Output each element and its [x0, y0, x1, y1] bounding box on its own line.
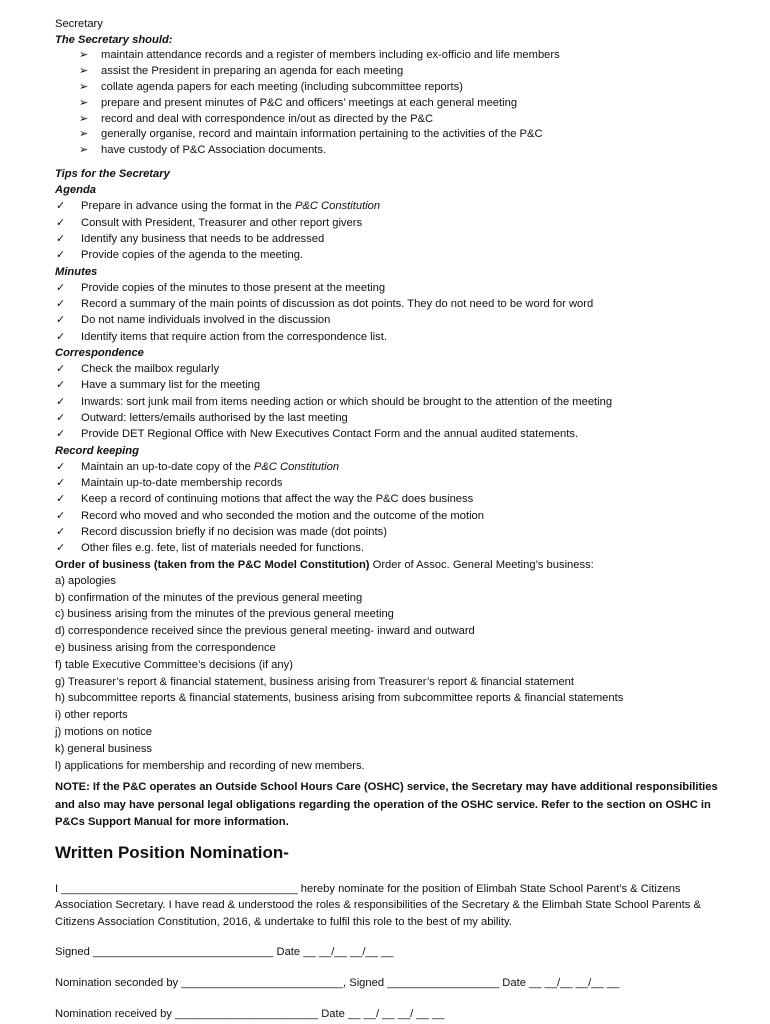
order-of-business-heading: Order of business (taken from the P&C Model Constitution) Order of Assoc. General Meeting’s business:	[55, 558, 594, 571]
checkmark-icon: ✓	[56, 200, 66, 213]
list-item: ➢ prepare and present minutes of P&C and officers’ meetings at each general meeting	[79, 96, 730, 112]
checkmark-icon: ✓	[56, 314, 66, 327]
list-item: g) Treasurer’s report & financial statement, business arising from Treasurer’s report & financial statement	[55, 675, 574, 688]
list-item: ✓ Identify items that require action from the correspondence list.	[55, 329, 730, 345]
nomination-title: Written Position Nomination-	[55, 842, 289, 862]
list-item: k) general business	[55, 742, 153, 755]
list-item: ✓ Consult with President, Treasurer and other report givers	[55, 215, 730, 231]
received-line: Nomination received by _______________________ Date __ __/ __ __/ __ __	[55, 1008, 445, 1021]
list-item: e) business arising from the correspondence	[55, 642, 276, 655]
arrow-bullet-icon: ➢	[79, 81, 89, 93]
list-item: ✓ Other files e.g. fete, list of materials needed for functions.	[55, 540, 730, 556]
list-item: ➢ collate agenda papers for each meeting (including subcommittee reports)	[79, 80, 730, 96]
checkmark-icon: ✓	[56, 232, 66, 245]
order-of-business-list	[55, 573, 730, 775]
checkmark-icon: ✓	[56, 298, 66, 311]
seconded-line: Nomination seconded by __________________________, Signed __________________ Date __ __/__ __/__ __	[55, 977, 620, 990]
checkmark-icon: ✓	[56, 428, 66, 441]
checkmark-icon: ✓	[56, 395, 66, 408]
list-item: ➢ generally organise, record and maintain information pertaining to the activities of the P&C	[79, 127, 730, 143]
tips-heading: Tips for the Secretary	[55, 167, 170, 180]
list-item: a) apologies	[55, 574, 116, 587]
list-item: ✓ Provide DET Regional Office with New Executives Contact Form and the annual audited statements.	[55, 426, 730, 442]
signed-line: Signed _____________________________ Date __ __/__ __/__ __	[55, 946, 394, 959]
list-item: ✓ Have a summary list for the meeting	[55, 377, 730, 393]
list-item: c) business arising from the minutes of the previous general meeting	[55, 608, 394, 621]
checkmark-icon: ✓	[56, 526, 66, 539]
list-item: f) table Executive Committee’s decisions (if any)	[55, 658, 293, 671]
agenda-heading: Agenda	[55, 184, 97, 197]
list-item: ✓ Provide copies of the agenda to the meeting.	[55, 247, 730, 263]
arrow-bullet-icon: ➢	[79, 128, 89, 141]
list-item: ✓ Provide copies of the minutes to those present at the meeting	[55, 280, 730, 296]
list-item: ➢ have custody of P&C Association documents.	[79, 143, 730, 159]
list-item: ✓ Record a summary of the main points of discussion as dot points. They do not need to be word for word	[55, 296, 730, 312]
nomination-statement: I ______________________________________ hereby nominate for the position of Elimbah State School Parent’s & Citizens Association Secretary. I have read & understood the roles & responsibilities of the Secretary & the Elimbah State School Parents & Citizens Association Constitution, 2016, & undertake to fulfil this role to the best of my ability.	[55, 882, 701, 928]
list-item: l) applications for membership and recording of new members.	[55, 759, 365, 772]
checkmark-icon: ✓	[56, 460, 66, 473]
duties-list	[55, 48, 730, 159]
list-item: ✓ Inwards: sort junk mail from items needing action or which should be brought to the attention of the meeting	[55, 394, 730, 410]
checkmark-icon: ✓	[56, 249, 66, 262]
arrow-bullet-icon: ➢	[79, 96, 89, 109]
list-item: ✓ Record who moved and who seconded the motion and the outcome of the motion	[55, 508, 730, 524]
list-item: i) other reports	[55, 709, 128, 722]
list-item: ✓ Outward: letters/emails authorised by the last meeting	[55, 410, 730, 426]
list-item: h) subcommittee reports & financial statements, business arising from subcommittee reports & financial statements	[55, 692, 624, 705]
list-item: ✓ Do not name individuals involved in the discussion	[55, 312, 730, 328]
list-item: ✓ Maintain an up-to-date copy of the P&C Constitution	[55, 459, 730, 475]
list-item: d) correspondence received since the previous general meeting- inward and outward	[55, 625, 475, 638]
arrow-bullet-icon: ➢	[79, 144, 89, 157]
arrow-bullet-icon: ➢	[79, 65, 89, 78]
correspondence-heading: Correspondence	[55, 346, 144, 359]
checkmark-icon: ✓	[56, 330, 66, 343]
list-item: ✓ Maintain up-to-date membership records	[55, 475, 730, 491]
arrow-bullet-icon: ➢	[79, 49, 89, 62]
record-keeping-list	[55, 459, 730, 557]
checkmark-icon: ✓	[56, 493, 66, 506]
checkmark-icon: ✓	[56, 379, 66, 392]
checkmark-icon: ✓	[56, 477, 66, 490]
agenda-list	[55, 198, 730, 263]
list-item: ✓ Record discussion briefly if no decision was made (dot points)	[55, 524, 730, 540]
list-item: b) confirmation of the minutes of the previous general meeting	[55, 591, 363, 604]
list-item: ✓ Check the mailbox regularly	[55, 361, 730, 377]
minutes-list	[55, 280, 730, 345]
list-item: ➢ assist the President in preparing an agenda for each meeting	[79, 64, 730, 80]
section-heading: Secretary	[55, 18, 103, 30]
list-item: ✓ Prepare in advance using the format in the P&C Constitution	[55, 198, 730, 214]
list-item: ✓ Identify any business that needs to be addressed	[55, 231, 730, 247]
checkmark-icon: ✓	[56, 363, 66, 376]
checkmark-icon: ✓	[56, 542, 66, 555]
checkmark-icon: ✓	[56, 509, 66, 522]
oshc-note: NOTE: If the P&C operates an Outside School Hours Care (OSHC) service, the Secretary may have additional responsibilities and also may have personal legal obligations regarding the operation of the OSHC service. Refer to the section on OSHC in P&Cs Support Manual for more information.	[55, 781, 718, 829]
correspondence-list	[55, 361, 730, 442]
duties-heading: The Secretary should:	[55, 34, 173, 47]
checkmark-icon: ✓	[56, 281, 66, 294]
checkmark-icon: ✓	[56, 216, 66, 229]
list-item: ✓ Keep a record of continuing motions that affect the way the P&C does business	[55, 491, 730, 507]
record-keeping-heading: Record keeping	[55, 444, 139, 457]
list-item: ➢ record and deal with correspondence in/out as directed by the P&C	[79, 112, 730, 128]
checkmark-icon: ✓	[56, 412, 66, 425]
minutes-heading: Minutes	[55, 265, 98, 278]
list-item: j) motions on notice	[55, 726, 153, 739]
list-item: ➢ maintain attendance records and a register of members including ex-officio and life members	[79, 48, 730, 64]
arrow-bullet-icon: ➢	[79, 112, 89, 125]
